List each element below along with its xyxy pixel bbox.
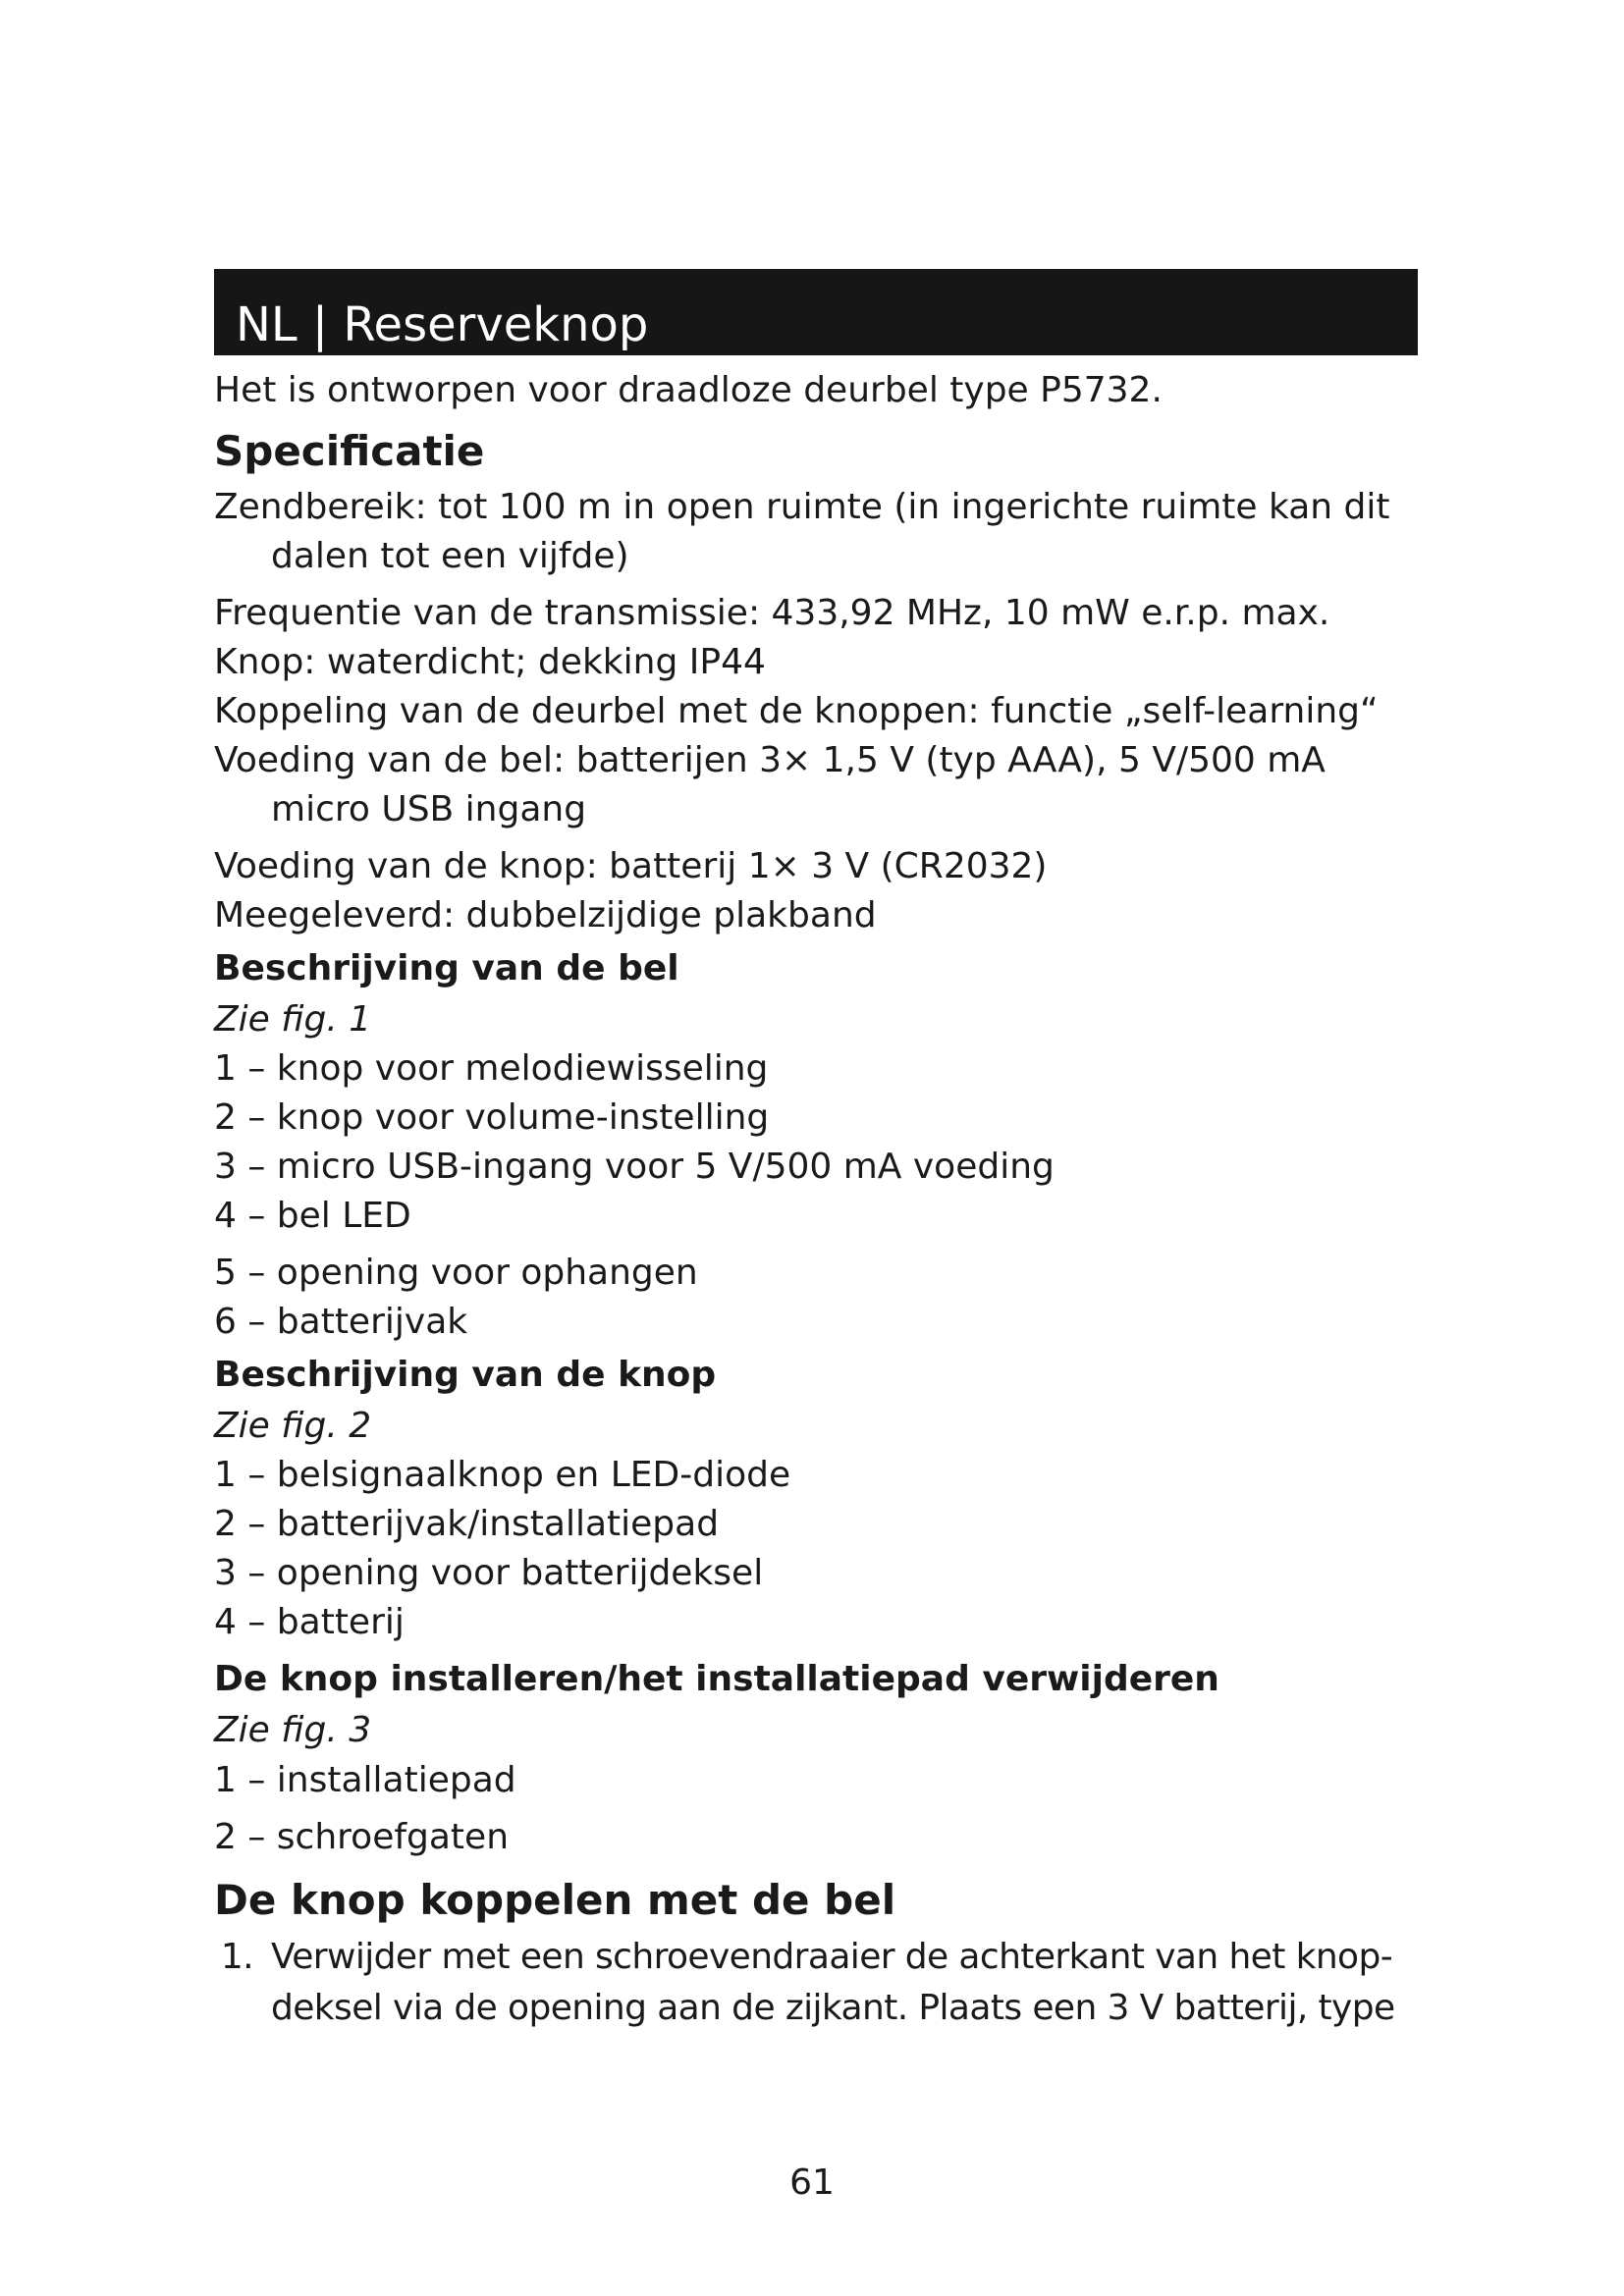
page-number: 61 xyxy=(789,2163,835,2203)
list-item: 5 – opening voor ophangen xyxy=(214,1253,698,1293)
spec-line: Voeding van de bel: batterijen 3× 1,5 V (typ AAA), 5 V/500 mA micro USB ingang xyxy=(214,740,1326,829)
bell-fig-ref: Zie fig. 1 xyxy=(214,999,372,1040)
list-item: 1 – knop voor melodiewisseling xyxy=(214,1048,769,1089)
list-item: 1 – installatiepad xyxy=(214,1760,516,1800)
pairing-steps xyxy=(214,1932,1432,2034)
spec-line: Zendbereik: tot 100 m in open ruimte (in ingerichte ruimte kan dit dalen tot een vijfde) xyxy=(214,487,1390,576)
install-title: De knop installeren/het installatiepad verwijderen xyxy=(214,1659,1219,1699)
intro-text: Het is ontworpen voor draadloze deurbel type P5732. xyxy=(214,370,1163,410)
install-list xyxy=(214,1755,1432,1863)
spec-title: Specificatie xyxy=(214,427,485,475)
bell-list xyxy=(214,1044,1432,1347)
list-item: 2 – batterijvak/installatiepad xyxy=(214,1504,720,1544)
step-text: Verwijder met een schroevendraaier de achterkant van het knop-deksel via de opening aan de zijkant. Plaats een 3 V batterij, type xyxy=(271,1937,1395,2028)
header-bar xyxy=(214,269,1418,355)
list-item: 4 – bel LED xyxy=(214,1196,411,1236)
button-list xyxy=(214,1451,1432,1647)
bell-title: Beschrijving van de bel xyxy=(214,948,679,988)
spec-line: Meegeleverd: dubbelzijdige plakband xyxy=(214,895,877,935)
list-item: 4 – batterij xyxy=(214,1602,405,1642)
page-title: NL | Reserveknop xyxy=(236,297,649,352)
spec-line: Koppeling van de deurbel met de knoppen: functie „self-learning“ xyxy=(214,691,1379,731)
button-fig-ref: Zie fig. 2 xyxy=(214,1406,372,1446)
button-title: Beschrijving van de knop xyxy=(214,1355,717,1395)
list-item: 2 – knop voor volume-instelling xyxy=(214,1097,770,1138)
spec-list xyxy=(214,483,1432,940)
pairing-title: De knop koppelen met de bel xyxy=(214,1876,896,1924)
list-item: 3 – opening voor batterijdeksel xyxy=(214,1553,764,1593)
step-item xyxy=(214,1932,1432,2034)
list-item: 6 – batterijvak xyxy=(214,1302,468,1342)
step-number: 1. xyxy=(220,1937,253,1977)
spec-line: Voeding van de knop: batterij 1× 3 V (CR2032) xyxy=(214,846,1048,886)
list-item: 2 – schroefgaten xyxy=(214,1817,510,1857)
list-item: 1 – belsignaalknop en LED-diode xyxy=(214,1455,791,1495)
install-fig-ref: Zie fig. 3 xyxy=(214,1710,372,1750)
spec-line: Frequentie van de transmissie: 433,92 MHz, 10 mW e.r.p. max. xyxy=(214,593,1330,633)
list-item: 3 – micro USB-ingang voor 5 V/500 mA voeding xyxy=(214,1147,1055,1187)
spec-line: Knop: waterdicht; dekking IP44 xyxy=(214,642,766,682)
content xyxy=(214,365,1432,2034)
